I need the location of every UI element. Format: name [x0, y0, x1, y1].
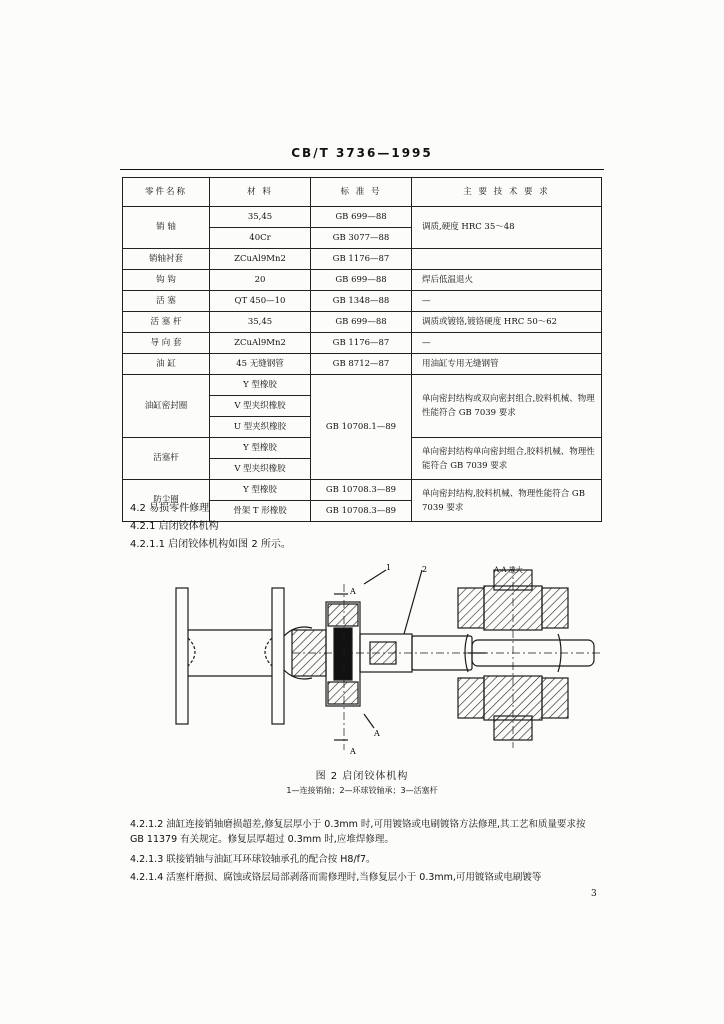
cell-standard: GB 699—88: [311, 312, 412, 333]
section-4-2-1: 4.2.1 启闭铰体机构: [130, 521, 219, 532]
cell-standard: GB 1176—87: [311, 333, 412, 354]
table-row: [123, 270, 602, 291]
cell-material: ZCuAl9Mn2: [210, 333, 311, 354]
cell-material: Y 型橡胶: [210, 375, 311, 396]
cell-material: U 型夹织橡胶: [210, 417, 311, 438]
cell-material: Y 型橡胶: [210, 480, 311, 501]
table-header-row: [123, 178, 602, 207]
cell-name: 防尘圈: [123, 480, 210, 522]
cell-material: 40Cr: [210, 228, 311, 249]
cell-material: 45 无缝钢管: [210, 354, 311, 375]
section-4-2: 4.2 易损零件修理: [130, 503, 210, 514]
header-requirements: 主 要 技 术 要 求: [412, 178, 602, 207]
figure-caption: 图 2 启闭铰体机构: [315, 771, 409, 782]
cell-requirement: 焊后低温退火: [412, 270, 602, 291]
header-standard: 标 准 号: [311, 178, 412, 207]
figure-legend: 1—连接销轴；2—环球铰轴承；3—活塞杆: [286, 786, 438, 795]
table-row: [123, 375, 602, 396]
cell-standard: GB 3077—88: [311, 228, 412, 249]
cell-material: V 型夹织橡胶: [210, 459, 311, 480]
cell-standard: GB 1176—87: [311, 249, 412, 270]
cell-name: 油缸密封圈: [123, 375, 210, 438]
label-section-a-bottom: A: [350, 747, 356, 756]
callout-2: 2: [422, 565, 428, 574]
assembly-view: [176, 570, 488, 750]
cell-material: 35,45: [210, 312, 311, 333]
cell-requirement: —: [412, 333, 602, 354]
header-material: 材 料: [210, 178, 311, 207]
cell-requirement: 调质或镀铬,镀铬硬度 HRC 50～62: [412, 312, 602, 333]
paragraph-4-2-1-4: 4.2.1.4 活塞杆磨损、腐蚀或铬层局部剥落而需修理时,当修复层小于 0.3mm,可用镀铬或电刷镀等: [130, 872, 542, 883]
table-row: [123, 312, 602, 333]
cell-standard: GB 1348—88: [311, 291, 412, 312]
cell-standard: GB 699—88: [311, 270, 412, 291]
cell-name: 油 缸: [123, 354, 210, 375]
cell-requirement: 单向密封结构,胶料机械、物理性能符合 GB 7039 要求: [412, 480, 602, 522]
cell-requirement: —: [412, 291, 602, 312]
cell-material: QT 450—10: [210, 291, 311, 312]
section-a-a-detail: [458, 566, 600, 748]
parts-table: [122, 177, 602, 522]
table-row: [123, 249, 602, 270]
header-part-name: 零件名称: [123, 178, 210, 207]
table-row: [123, 207, 602, 228]
table-row: [123, 480, 602, 501]
callout-1: 1: [386, 564, 392, 572]
page-number: 3: [591, 889, 597, 899]
table-row: [123, 354, 602, 375]
cell-standard: GB 8712—87: [311, 354, 412, 375]
paragraph-4-2-1-3: 4.2.1.3 联接销轴与油缸耳环球铰轴承孔的配合按 H8/f7。: [130, 854, 376, 865]
header-rule: [120, 169, 604, 170]
cell-requirement: 用油缸专用无缝钢管: [412, 354, 602, 375]
section-4-2-1-1: 4.2.1.1 启闭铰体机构如图 2 所示。: [130, 539, 291, 550]
figure-2-drawing: [168, 564, 608, 760]
cell-standard: GB 10708.3—89: [311, 480, 412, 501]
cell-material: 骨架 T 形橡胶: [210, 501, 311, 522]
cell-requirement: [412, 249, 602, 270]
cell-name: 销 轴: [123, 207, 210, 249]
cell-material: 20: [210, 270, 311, 291]
standard-number: CB/T 3736—1995: [291, 146, 433, 160]
cell-requirement: 单向密封结构单向密封组合,胶料机械、物理性能符合 GB 7039 要求: [412, 438, 602, 480]
cell-name: 活 塞 杆: [123, 312, 210, 333]
cell-material: ZCuAl9Mn2: [210, 249, 311, 270]
cell-name: 活塞杆: [123, 438, 210, 480]
cell-name: 导 向 套: [123, 333, 210, 354]
table-row: [123, 291, 602, 312]
cell-requirement: 单向密封结构或双向密封组合,胶料机械、物理性能符合 GB 7039 要求: [412, 375, 602, 438]
cell-name: 钩 钩: [123, 270, 210, 291]
cell-material: Y 型橡胶: [210, 438, 311, 459]
cell-name: 销轴衬套: [123, 249, 210, 270]
cell-requirement: 调质,硬度 HRC 35～48: [412, 207, 602, 249]
label-section-a-arrow: A: [374, 729, 380, 738]
cell-standard: GB 699—88: [311, 207, 412, 228]
cell-material: V 型夹织橡胶: [210, 396, 311, 417]
cell-name: 活 塞: [123, 291, 210, 312]
detail-title: A-A 放大: [494, 566, 523, 574]
cell-material: 35,45: [210, 207, 311, 228]
cell-standard: GB 10708.1—89: [311, 375, 412, 480]
label-section-a-top: A: [350, 587, 356, 596]
table-row: [123, 333, 602, 354]
cell-standard: GB 10708.3—89: [311, 501, 412, 522]
paragraph-4-2-1-2: 4.2.1.2 油缸连接销轴磨损超差,修复层厚小于 0.3mm 时,可用镀铬或电刷镀铬方法修理,其工艺和质量要求按 GB 11379 有关规定。修复层厚超过 0.3mm 时,应堆焊修理。: [130, 819, 586, 845]
